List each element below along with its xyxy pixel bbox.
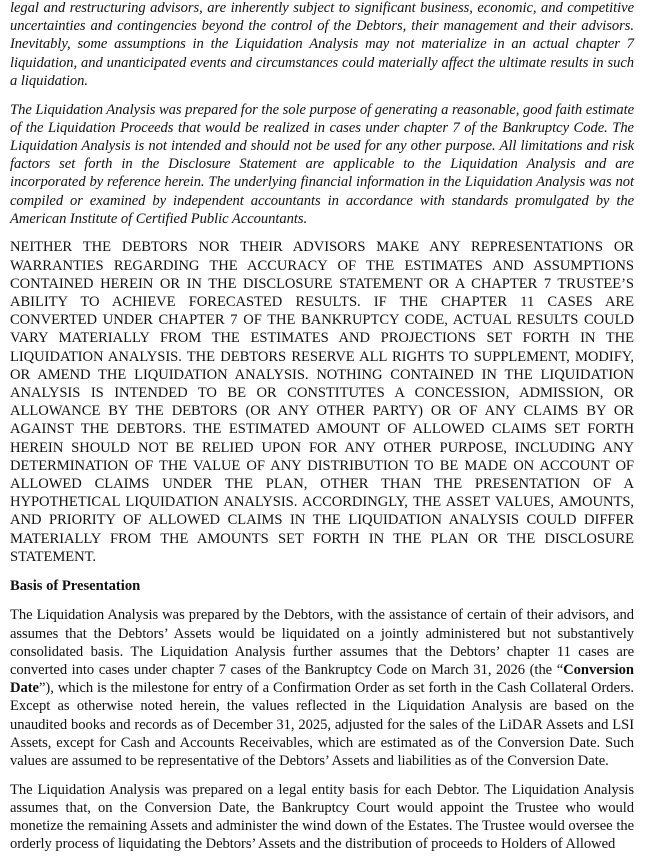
paragraph-entity-basis: The Liquidation Analysis was prepared on a legal entity basis for each Debtor. The Liquidation Analysis assumes that, on the Conversion Date, the Bankruptcy Court would appoint the Trustee who would monetize the remaining Assets and administer the wind down of the Estates. The Trustee would oversee the orderly process of liquidating the Debtors’ Assets and the distribution of proceeds to Holders of Allowed	[10, 781, 634, 853]
document-page	[10, 0, 634, 853]
basis-text-part2: ”), which is the milestone for entry of a Confirmation Order as set forth in the Cash Collateral Orders. Except as otherwise noted herein, the values reflected in the Liquidation Analysis are based on the unaudited books and records as of December 31, 2025, adjusted for the sales of the LiDAR Assets and LSI Assets, except for Cash and Accounts Receivables, which are estimated as of the Conversion Date. Such values are assumed to be representative of the Debtors’ Assets and liabilities as of the Conversion Date.	[10, 680, 634, 769]
paragraph-sole-purpose: The Liquidation Analysis was prepared for the sole purpose of generating a reasonable, good faith estimate of the Liquidation Proceeds that would be realized in cases under chapter 7 of the Bankruptcy Code. The Liquidation Analysis is not intended and should not be used for any other purpose. All limitations and risk factors set forth in the Disclosure Statement are applicable to the Liquidation Analysis and are incorporated by reference herein. The underlying financial information in the Liquidation Analysis was not compiled or examined by independent accountants in accordance with standards promulgated by the American Institute of Certified Public Accountants.	[10, 101, 634, 227]
defined-term-conversion-date: Conversion Date	[10, 661, 634, 697]
paragraph-risk-continuation: legal and restructuring advisors, are inherently subject to significant business, economic, and competitive uncertainties and contingencies beyond the control of the Debtors, their management and their advisors. Inevitably, some assumptions in the Liquidation Analysis may not materialize in an actual chapter 7 liquidation, and unanticipated events and circumstances could materially affect the ultimate results in such a liquidation.	[10, 0, 634, 89]
basis-text-part1: The Liquidation Analysis was prepared by the Debtors, with the assistance of certain of their advisors, and assumes that the Debtors’ Assets would be liquidated on a jointly administered but not substantively consolidated basis. The Liquidation Analysis further assumes that the Debtors’ chapter 11 cases are converted into cases under chapter 7 cases of the Bankruptcy Code on March 31, 2026 (the “	[10, 607, 634, 678]
paragraph-basis-of-presentation	[10, 606, 634, 770]
section-heading-basis-of-presentation: Basis of Presentation	[10, 578, 141, 595]
paragraph-disclaimer-caps: NEITHER THE DEBTORS NOR THEIR ADVISORS MAKE ANY REPRESENTATIONS OR WARRANTIES REGARDING THE ACCURACY OF THE ESTIMATES AND ASSUMPTIONS CONTAINED HEREIN OR IN THE DISCLOSURE STATEMENT OR A CHAPTER 7 TRUSTEE’S ABILITY TO ACHIEVE FORECASTED RESULTS. IF THE CHAPTER 11 CASES ARE CONVERTED UNDER CHAPTER 7 OF THE BANKRUPTCY CODE, ACTUAL RESULTS COULD VARY MATERIALLY FROM THE ESTIMATES AND PROJECTIONS SET FORTH IN THE LIQUIDATION ANALYSIS. THE DEBTORS RESERVE ALL RIGHTS TO SUPPLEMENT, MODIFY, OR AMEND THE LIQUIDATION ANALYSIS. NOTHING CONTAINED IN THE LIQUIDATION ANALYSIS IS INTENDED TO BE OR CONSTITUTES A CONCESSION, ADMISSION, OR ALLOWANCE BY THE DEBTORS (OR ANY OTHER PARTY) OR OF ANY CLAIMS BY OR AGAINST THE DEBTORS. THE ESTIMATED AMOUNT OF ALLOWED CLAIMS SET FORTH HEREIN SHOULD NOT BE RELIED UPON FOR ANY OTHER PURPOSE, INCLUDING ANY DETERMINATION OF THE VALUE OF ANY DISTRIBUTION TO BE MADE ON ACCOUNT OF ALLOWED CLAIMS UNDER THE PLAN, OTHER THAN THE PRESENTATION OF A HYPOTHETICAL LIQUIDATION ANALYSIS. ACCORDINGLY, THE ASSET VALUES, AMOUNTS, AND PRIORITY OF ALLOWED CLAIMS IN THE LIQUIDATION ANALYSIS COULD DIFFER MATERIALLY FROM THE AMOUNTS SET FORTH IN THE PLAN OR THE DISCLOSURE STATEMENT.	[10, 239, 634, 565]
